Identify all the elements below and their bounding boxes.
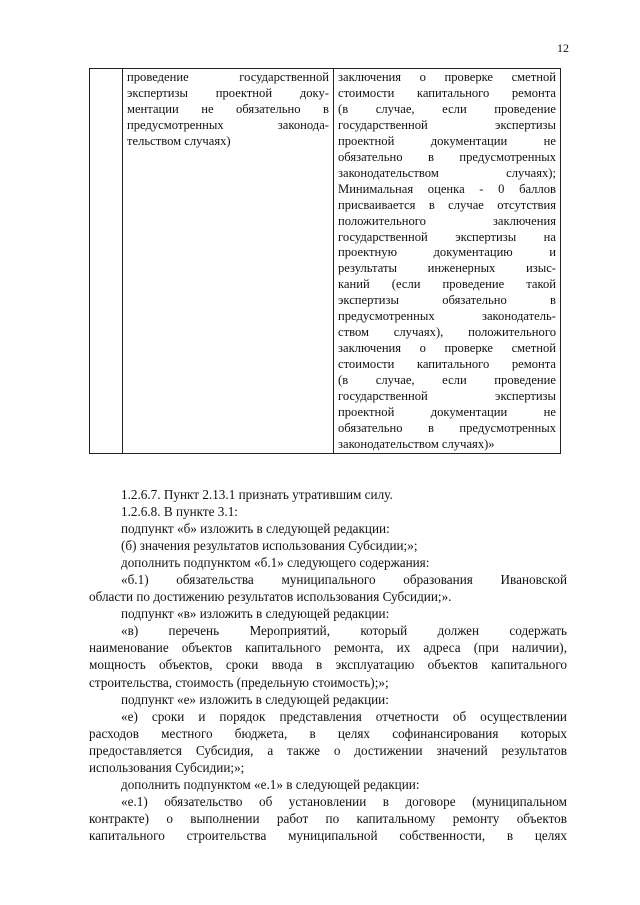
cell-text-line: законодательством случаях); (338, 165, 556, 180)
cell-text-line: стоимости капитального ремонта (338, 357, 556, 372)
cell-text-line: предусмотренных законода- (127, 117, 329, 132)
paragraph-line: «е.1) обязательство об установлении в договоре (муниципальном (121, 793, 567, 809)
cell-text-line: проектную документацию и (338, 245, 556, 260)
cell-text-line: присваивается в случае отсутствия (338, 197, 556, 212)
paragraph-line: мощность объектов, сроки ввода в эксплуатацию объектов капитального (89, 657, 567, 673)
cell-text-line: экспертизы обязательно в (338, 293, 556, 308)
cell-text-line: стоимости капитального ремонта (338, 85, 556, 100)
cell-text-line: заключения о проверке сметной (338, 70, 556, 84)
cell-text-line: ментации не обязательно в (127, 101, 329, 116)
cell-text-line: ством случаях), положительного (338, 325, 556, 340)
page-number: 12 (557, 41, 569, 55)
cell-text-line: обязательно в предусмотренных (338, 420, 556, 435)
table-cell-description (123, 69, 334, 454)
paragraph: подпункт «б» изложить в следующей редакции: (121, 521, 390, 537)
paragraph: подпункт «е» изложить в следующей редакции: (121, 691, 389, 707)
document-body (89, 486, 567, 844)
cell-text-line: заключения о проверке сметной (338, 341, 556, 356)
paragraph-line: строительства, стоимость (предельную стоимость);»; (89, 674, 389, 690)
table-row (90, 69, 561, 454)
paragraph-line: использования Субсидии;»; (89, 759, 245, 775)
paragraph: (б) значения результатов использования Субсидии;»; (121, 538, 418, 554)
paragraph-line: капитального строительства муниципальной собственности, в целях (89, 827, 567, 843)
paragraph: 1.2.6.8. В пункте 3.1: (121, 504, 238, 520)
cell-text-line: Минимальная оценка - 0 баллов (338, 181, 556, 196)
criteria-table (89, 68, 561, 454)
cell-text-line: законодательством случаях)» (338, 436, 495, 451)
table-cell-index (90, 69, 123, 454)
cell-text-line: (в случае, если проведение (338, 101, 556, 116)
cell-text-line: государственной экспертизы (338, 117, 556, 132)
paragraph-line: «е) сроки и порядок представления отчетности об осуществлении (121, 708, 567, 724)
paragraph: дополнить подпунктом «б.1» следующего содержания: (121, 555, 430, 571)
paragraph-line: предоставляется Субсидия, а также о достижении значений результатов (89, 742, 567, 758)
cell-text-line: (в случае, если проведение (338, 373, 556, 388)
paragraph-line: области по достижению результатов использования Субсидии;». (89, 589, 452, 605)
cell-text-line: тельством случаях) (127, 133, 231, 148)
cell-text-line: государственной экспертизы (338, 389, 556, 404)
paragraph: подпункт «в» изложить в следующей редакции: (121, 606, 390, 622)
paragraph-line: «в) перечень Мероприятий, который должен содержать (121, 623, 567, 639)
paragraph-line: наименование объектов капитального ремонта, их адреса (при наличии), (89, 640, 567, 656)
cell-text-line: обязательно в предусмотренных (338, 149, 556, 164)
cell-text-line: положительного заключения (338, 213, 556, 228)
cell-text-line: экспертизы проектной доку- (127, 85, 329, 100)
paragraph: дополнить подпунктом «е.1» в следующей редакции: (121, 776, 420, 792)
cell-text-line: проектной документации не (338, 405, 556, 420)
cell-text-line: предусмотренных законодатель- (338, 309, 556, 324)
cell-text-line: проектной документации не (338, 133, 556, 148)
table-cell-evaluation (334, 69, 561, 454)
paragraph-line: расходов местного бюджета, в целях софинансирования которых (89, 725, 567, 741)
cell-text-line: каний (если проведение такой (338, 277, 556, 292)
cell-text-line: проведение государственной (127, 70, 329, 84)
paragraph: 1.2.6.7. Пункт 2.13.1 признать утратившим силу. (121, 487, 393, 502)
cell-text-line: результаты инженерных изыс- (338, 261, 556, 276)
paragraph-line: «б.1) обязательства муниципального образования Ивановской (121, 572, 567, 588)
cell-text-line: государственной экспертизы на (338, 229, 556, 244)
paragraph-line: контракте) о выполнении работ по капитальному ремонту объектов (89, 810, 567, 826)
